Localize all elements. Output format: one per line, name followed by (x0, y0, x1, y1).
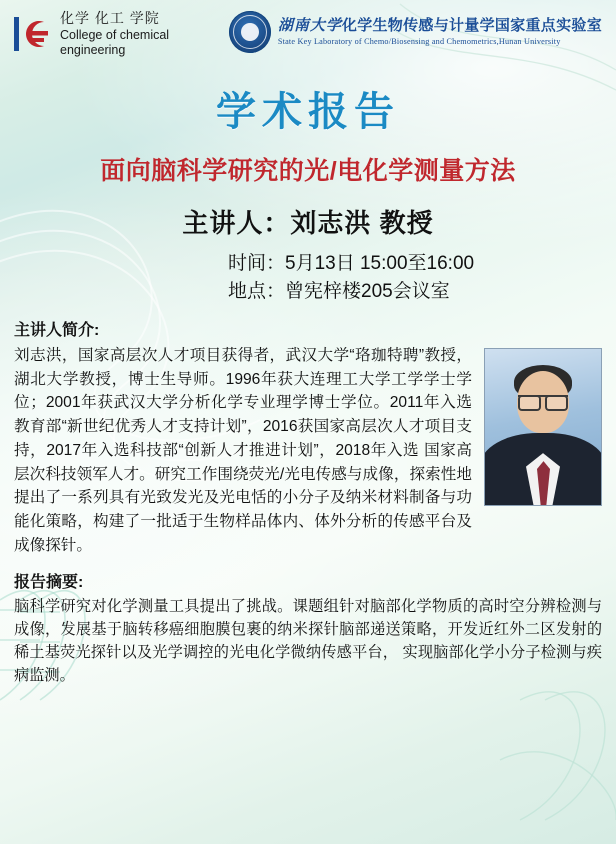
event-meta (0, 250, 616, 305)
bio-text: 刘志洪，国家高层次人才项目获得者，武汉大学“珞珈特聘”教授，湖北大学教授，博士生导师。1996年获大连理工大学工学学士学位；2001年获武汉大学分析化学专业理学博士学位。2011年入选教育部“新世纪优秀人才支持计划”，2016获国家高层次人才项目支持，2017年入选科技部“创新人才推进计划”，2018年入选 国家高层次科技领军人才。研究工作围绕荧光/光电传感与成像，探索性地提出了一系列具有光致发光及光电恬的小分子及纳米材料制备与功能化策略，构建了一批适于生物样品体内、体外分析的传感平台及成像探针。 (14, 347, 472, 554)
poster-subtitle: 面向脑科学研究的光/电化学测量方法 (100, 157, 516, 185)
event-time-label: 时间： (228, 253, 286, 274)
abstract-heading: 报告摘要: (14, 574, 84, 592)
lab-university-cn: 湖南大学 (277, 18, 342, 35)
poster-header (0, 0, 616, 74)
lab-logo-block (229, 11, 602, 53)
bio-heading: 主讲人简介: (14, 322, 100, 340)
college-names (60, 10, 207, 59)
college-name-cn: 化学 化工 学院 (60, 10, 160, 26)
poster-content (0, 317, 616, 687)
event-time-row (228, 250, 616, 278)
lab-names (278, 17, 602, 47)
college-name-en: College of chemical engineering (60, 27, 170, 58)
lab-name-cn-line (278, 17, 602, 35)
event-time-value: 5月13日 15:00至16:00 (285, 253, 475, 274)
bio-block (14, 344, 602, 557)
college-logo-block (14, 10, 207, 59)
poster-title: 学术报告 (216, 90, 400, 134)
event-place-label: 地点： (228, 280, 286, 302)
event-place-row (228, 278, 616, 306)
lab-seal-icon (229, 11, 271, 53)
speaker-name: 主讲人：刘志洪 教授 (182, 208, 434, 238)
lab-name-en: State Key Laboratory of Chemo/Biosensing and Chemometrics,Hunan University (277, 37, 561, 47)
lab-name-cn: 化学生物传感与计量学国家重点实验室 (341, 17, 602, 35)
college-logo-icon (14, 15, 52, 53)
abstract-text: 脑科学研究对化学测量工具提出了挑战。课题组针对脑部化学物质的高时空分辨检测与成像，发展基于脑转移癌细胞膜包裹的纳米探针脑部递送策略，开发近红外二区发射的稀土基荧光探针以及光学调控的光电化学微纳传感平台， 实现脑部化学小分子检测与疾病监测。 (14, 598, 602, 684)
speaker-portrait (484, 348, 602, 506)
event-place-value: 曾宪梓楼205会议室 (285, 280, 450, 302)
